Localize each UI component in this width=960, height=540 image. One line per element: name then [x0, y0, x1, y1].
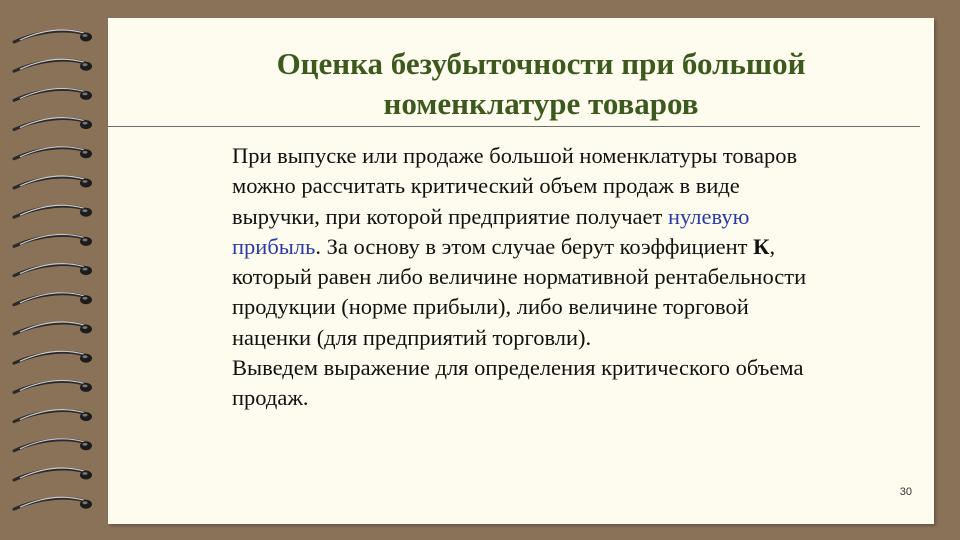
paragraph-1-continuation: . За основу в этом случае берут коэффициент [315, 233, 754, 259]
coefficient-k: К [753, 233, 770, 259]
binding-ring [14, 439, 92, 451]
binding-ring [14, 176, 92, 188]
paragraph-1-text: При выпуске или продаже большой номенклатуры товаров можно рассчитать критический объем продаж в виде выручки, при которой предприятие получает [232, 143, 798, 229]
paragraph-2: Выведем выражение для определения критического объема продаж. [232, 355, 804, 411]
binding-ring [14, 468, 92, 480]
binding-ring [14, 351, 92, 363]
binding-ring [14, 205, 92, 217]
binding-ring [14, 322, 92, 334]
zero-profit-link[interactable]: нулевую прибыль [232, 203, 750, 259]
binding-ring [14, 118, 92, 130]
binding-ring [14, 293, 92, 305]
paragraph-1-end: , который равен либо величине нормативной рентабельности продукции (норме прибыли), либо величине торговой наценки (для предприятий торговли). [232, 233, 807, 350]
binding-ring [14, 410, 92, 422]
slide-page [108, 18, 934, 524]
page-number: 30 [899, 486, 912, 498]
binding-ring [14, 497, 92, 509]
title-divider [108, 126, 920, 127]
binding-ring [14, 30, 92, 42]
binding-ring [14, 381, 92, 393]
binding-ring [14, 147, 92, 159]
binding-ring [14, 235, 92, 247]
slide-title [148, 44, 934, 124]
title-line-1: Оценка безубыточности при большой [276, 46, 806, 81]
binding-ring [14, 89, 92, 101]
title-line-2: номенклатуре товаров [383, 86, 699, 121]
binding-ring [14, 59, 92, 71]
paragraph-1 [202, 141, 832, 353]
binding-ring [14, 264, 92, 276]
spiral-binding [0, 0, 115, 540]
slide-body [202, 141, 832, 414]
